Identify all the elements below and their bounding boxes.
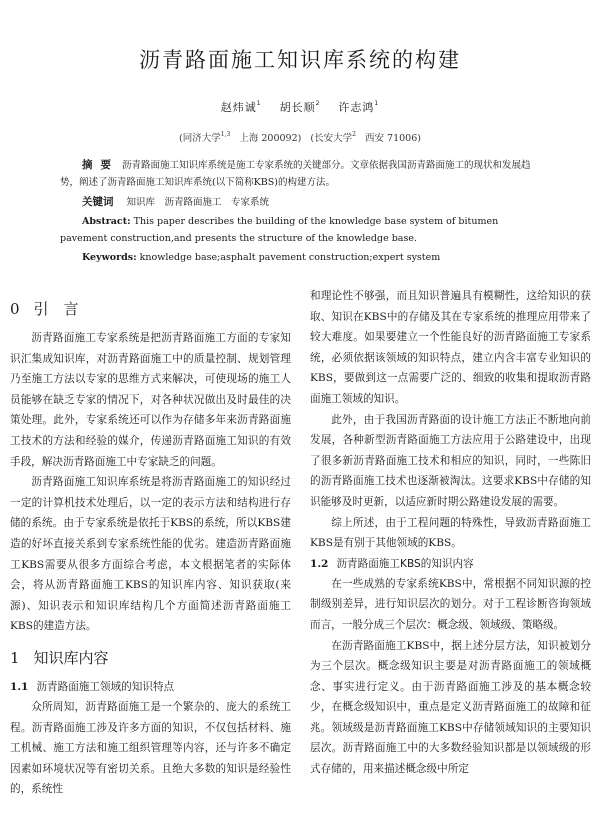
affil-2-sup: 2 (352, 131, 356, 138)
section-1-title: 知识库内容 (33, 648, 109, 667)
affil-2-place: 西安 71006) (365, 133, 421, 144)
paragraph: 在一些成熟的专家系统KBS中，常根据不同知识源的控制级别差异，进行知识层次的划分。对于工程诊断咨询领域而言，一般分成三个层次：概念级、领域级、策略级。 (310, 577, 591, 631)
section-0-title: 引 言 (33, 300, 79, 318)
subsection-1-2-heading (310, 554, 591, 574)
keywords-zh-text: 知识库 沥青路面施工 专家系统 (126, 197, 270, 208)
paragraph: 沥青路面施工专家系统是把沥青路面施工方面的专家知识汇集成知识库，对沥青路面施工中的质量控制、规划管理乃至施工方法以专家的思维方式来解决，可使现场的施工人员能够在缺乏专家的情况下，对各种状况做出及时最佳的决策处理。此外，专家系统还可以作为存储多年来沥青路面施工技术的方法和经验的媒介，传递沥青路面施工知识的有效手段，解决沥青路面施工中专家缺乏的问题。 (10, 332, 291, 468)
section-1-heading (10, 645, 291, 671)
abstract-zh-label: 摘要 (82, 159, 119, 171)
subsection-title: 沥青路面施工KBS的知识内容 (336, 557, 474, 570)
affil-1-place: 上海 200092) (239, 133, 302, 144)
author-name: 赵炜诚 (220, 101, 257, 114)
abstract-zh (60, 157, 545, 191)
abstract-en-text: This paper describes the building of the knowledge base system of bitumen pavement construction,and presents the structure of the knowledge base. (60, 216, 499, 244)
abstract-en-label: Abstract: (82, 216, 131, 227)
affil-1-sup: 1,3 (220, 131, 231, 138)
paragraph: 和理论性不够强，而且知识普遍具有模糊性，这给知识的获取、知识在KBS中的存储及其在专家系统的推理应用带来了较大难度。如果要建立一个性能良好的沥青路面施工专家系统，必须依据该领域的知识特点，建立内含丰富专业知识的KBS，要做到这一点需要广泛的、细致的收集和提取沥青路面施工领域的知识。 (310, 290, 591, 405)
author-sup: 1 (256, 100, 262, 107)
subsection-number: 1.1 (10, 680, 29, 693)
author-name: 许志鸿 (338, 101, 375, 114)
section-1-number: 1 (10, 648, 20, 667)
subsection-title: 沥青路面施工领域的知识特点 (36, 680, 175, 693)
subsection-1-1-heading (10, 677, 291, 697)
subsection-number: 1.2 (310, 557, 329, 570)
abstract-en (60, 213, 545, 247)
section-0-heading (10, 296, 291, 322)
left-column (10, 292, 291, 800)
paragraph: 在沥青路面施工KBS中，据上述分层方法，知识被划分为三个层次。概念级知识主要是对沥青路面施工的领域概念、事实进行定义。由于沥青路面施工涉及的基本概念较少，在概念级知识中，重点是定义沥青路面施工的故障和征兆。领域级是沥青路面施工KBS中存储领域知识的主要知识层次。沥青路面施工中的大多数经验知识都是以领域级的形式存储的，用来描述概念级中所定 (310, 639, 591, 776)
author-line (0, 99, 600, 115)
right-column (310, 286, 591, 780)
author-sup: 2 (315, 100, 321, 107)
affil-2-name: (长安大学 (310, 133, 353, 144)
paragraph: 此外，由于我国沥青路面的设计施工方法正不断地向前发展，各种新型沥青路面施工方法应用于公路建设中，出现了很多新沥青路面施工技术和相应的知识，同时，一些陈旧的沥青路面施工技术也逐渐被淘汰。这要求KBS中存储的知识能够及时更新，以适应新时期公路建设发展的需要。 (310, 413, 591, 508)
keywords-en (60, 249, 545, 266)
keywords-zh-label: 关键词 (82, 196, 114, 208)
page-title: 沥青路面施工知识库系统的构建 (139, 48, 461, 72)
affil-1-name: (同济大学 (179, 133, 221, 144)
author-sup: 1 (374, 100, 380, 107)
paragraph: 众所周知，沥青路面施工是一个繁杂的、庞大的系统工程。沥青路面施工涉及许多方面的知识，不仅包括材料、施工机械、施工方法和施工组织管理等内容，还与许多不确定因素如环境状况等有密切关系。且绝大多数的知识是经验性的，系统性 (10, 700, 291, 796)
affiliations (0, 130, 600, 144)
author-name: 胡长顺 (279, 101, 316, 114)
section-0-number: 0 (10, 300, 20, 318)
paragraph: 综上所述，由于工程问题的特殊性，导致沥青路面施工KBS是有别于其他领域的KBS。 (310, 516, 591, 550)
keywords-en-text: knowledge base;asphalt pavement construction;expert system (139, 252, 441, 263)
keywords-en-label: Keywords: (82, 252, 137, 263)
abstract-zh-text: 沥青路面施工知识库系统是施工专家系统的关键部分。文章依据我国沥青路面施工的现状和发展趋势，阐述了沥青路面施工知识库系统(以下简称KBS)的构建方法。 (60, 160, 531, 188)
paragraph: 沥青路面施工知识库系统是将沥青路面施工的知识经过一定的计算机技术处理后，以一定的表示方法和结构进行存储的系统。由于专家系统是依托于KBS的系统，所以KBS建造的好坏直接关系到专家系统性能的优劣。建造沥青路面施工KBS需要从很多方面综合考虑，本文根据笔者的实际体会，将从沥青路面施工KBS的知识库内容、知识获取(来源)、知识表示和知识库结构几个方面简述沥青路面施工KBS的建造方法。 (10, 476, 291, 633)
keywords-zh (60, 194, 545, 211)
